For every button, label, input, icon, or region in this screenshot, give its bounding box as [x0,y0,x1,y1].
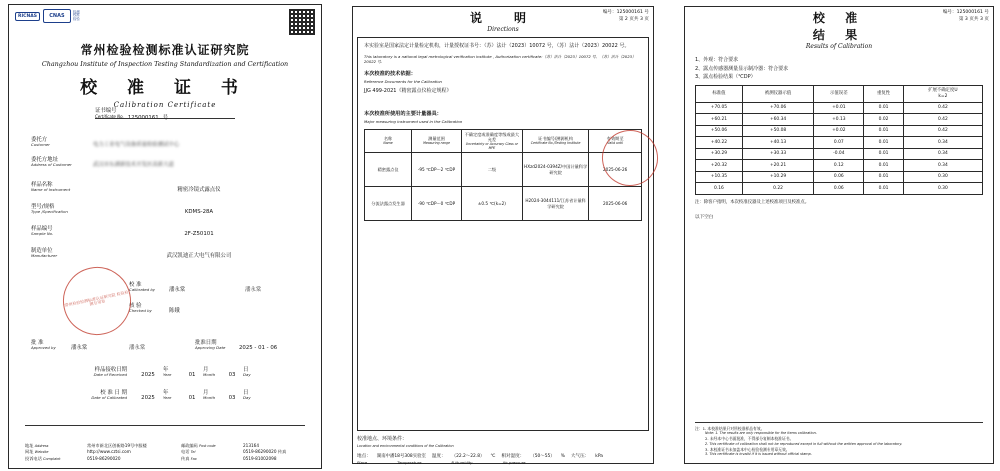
directions-paragraph-1: 本实验室是国家法定计量检定机构，计量授权证书号：（苏）法计（2023）10072 号，（苏）法计（2023）20022 号。 [364,43,630,49]
environment-heading: 校准地点、环境条件： [357,436,408,442]
page-current: 2 [624,17,628,23]
field-customer-address-value: 武汉市东湖新技术开发区高新大道 [93,161,174,168]
cell-certificate: HXzd2024-0394Z/中国计量科学研究院 [522,153,588,187]
footnote-en-3: 3. This certificate is invalid if it is issued without official stamp. [705,452,812,457]
cell-standard: 0.16 [696,183,743,195]
table-row [696,137,983,149]
cell-range: -95 ℃DP～2 ℃DP [412,153,462,187]
field-approved-by-value: 潘永棠 [71,344,88,351]
field-checked-by-value: 陈娥 [169,307,180,314]
footer-complaint-value: 0519-86290020 [87,455,121,461]
results-note: 注：除客户指明，本次校准仪器及上述校准项目及校准点。 [695,199,810,205]
results-sheet [684,6,994,464]
cell-standard: +30.29 [696,148,743,160]
field-calibrated-by: 校 准 Calibrated by 潘永棠 潘永棠 [129,282,305,293]
th-valid: 有效期至 Valid until [589,129,642,153]
field-type-spec-value: KDMS-28A [184,208,214,215]
certificate-number-value: 125000161 [127,114,159,121]
place-value: 湖南中潘18号308实验室 [376,453,426,459]
table-row [696,125,983,137]
received-day: 03 [228,371,236,378]
reference-doc-value: JJG 499-2021《精密露点仪检定规程》 [364,88,452,95]
cnas-mark: CNAS [43,9,71,23]
results-table [695,85,983,195]
cnas-logo [43,9,80,23]
cell-error: +0.13 [814,114,864,126]
environment-labels-en [357,460,649,466]
results-page: 第 3 页共 3 页 [958,17,989,23]
cell-repeat: 0.01 [864,137,903,149]
date-row-calibrated: 校 准 日 期 Date of Calibrated 2025 年 Year 01 月 Month 03 日 Day [91,390,251,401]
directions-title [449,9,557,33]
directions-page: 第 2 页共 3 页 [618,17,649,23]
cell-measured: +60.34 [742,114,813,126]
cell-standard: +10.35 [696,171,743,183]
footer-website-value[interactable]: http://www.cztsi.com [87,449,131,455]
cell-uncertainty: 二级 [461,153,522,187]
results-body [685,50,993,226]
th-uncertainty: 扩展不确定度U k=2 [903,85,982,102]
pressure-label: 大气压： [570,453,590,459]
official-seal [57,261,138,342]
temperature-value: （22.2～22.8） [451,453,485,459]
temperature-unit: ℃ [490,453,496,459]
directions-no: 编号：125000161 号 [602,10,649,15]
cell-measured: +50.08 [742,125,813,137]
cell-error: 0.06 [814,183,864,195]
received-year: 2025 [141,371,155,378]
certificate-number-label: 证书编号 Certificate No. [95,108,124,119]
temperature-label-en: Temperature [397,459,422,465]
th-measured-value: 被测仪器示值 [742,85,813,102]
footer-fax-value: 0519-81002098 [243,455,277,461]
field-sample-no-value: 2F-Z50101 [184,230,214,237]
field-customer-address: 委托方地址 Address of Customer 武汉市东湖新技术开发区高新大道 [31,157,305,168]
th-name: 名称 Name [365,129,412,153]
field-sample-no: 样品编号 Sample No. 2F-Z50101 [31,226,305,237]
approved-signature: 潘永棠 [129,344,146,351]
official-seal-text: 常州检验检测标准认证研究院 检验检测专用章 [63,288,129,308]
cell-valid: 2025-06-06 [589,187,642,221]
directions-title-en: Directions [487,26,519,33]
cell-uncert: 0.34 [903,137,982,149]
cell-error: 0.07 [814,137,864,149]
cell-name: 分流法露点发生器 [365,187,412,221]
table-row [696,183,983,195]
results-title [799,9,879,50]
reference-doc-heading-en: Reference Documents for the Calibration [364,78,442,84]
institute-name-cn: 常州检验检测标准认证研究院 [80,43,250,57]
field-manufacturer: 制造单位 Manufacturer 武汉凯迪正大电气有限公司 [31,248,305,259]
table-header-row [696,85,983,102]
field-approved-date-value: 2025 - 01 - 06 [239,344,278,351]
blank-below-marker: 以下空白 [695,215,714,221]
page-current: 3 [964,17,968,23]
certificate-number [95,109,168,121]
place-label: 地点： [357,453,371,459]
field-instrument-name: 样品名称 Name of Instrument 精密冷镜式露点仪 [31,182,305,193]
pressure-unit: kPa [595,453,603,459]
certificate-number-suffix: 号 [162,114,169,121]
th-certificate: 证书编号/溯源机构 Certificate No./Testing Institute [522,129,588,153]
cell-error: +0.01 [814,102,864,114]
cell-measured: +20.21 [742,160,813,172]
cell-uncert: 0.42 [903,114,982,126]
directions-body [357,37,649,431]
page-title-en: Calibration Certificate [113,101,217,109]
cell-uncert: 0.42 [903,102,982,114]
calibrated-signature: 潘永棠 [245,286,262,293]
cell-name: 精密露点仪 [365,153,412,187]
table-row [696,171,983,183]
certno-underline [95,118,235,119]
page-total: 3 [639,17,643,23]
place-label-en: Place [357,459,368,465]
cell-uncert: 0.34 [903,160,982,172]
field-checked-by: 核 验 Checked by 陈娥 [129,303,305,314]
humidity-value: （50～55） [530,453,555,459]
cell-measured: 0.22 [742,183,813,195]
cell-standard: +20.32 [696,160,743,172]
results-title-en: Results of Calibration [805,43,873,50]
cell-standard: +40.22 [696,137,743,149]
cell-measured: +10.29 [742,171,813,183]
footnote-cn-1: 注：1. 本校准结果只对所校准样品有效。 [695,425,765,431]
footer-divider [25,425,305,426]
footer-row-website: 网址 Website http://www.cztsi.com 电话 Tel 0519-86290020 传真 [25,449,305,455]
cell-measured: +30.33 [742,148,813,160]
cell-range: -90 ℃DP～0 ℃DP [412,187,462,221]
results-footnote [695,422,983,457]
results-no: 编号：125000161 号 [942,10,989,15]
footer-postcode-value: 213164 [243,443,259,449]
institute-logo: RICNAS [15,12,40,21]
humidity-label: 相对湿度： [501,453,525,459]
cell-uncert: 0.42 [903,125,982,137]
footnote-cn-2: 2. 未经本中心书面批准，不得部分复制本校准证书。 [705,436,794,442]
humidity-label-en: R.Humidity [451,459,473,465]
humidity-unit: % [560,453,565,459]
table-header-row [365,129,642,153]
calibration-certificate-sheet [8,4,322,469]
cell-repeat: 0.01 [864,148,903,160]
footer-contact [25,443,305,462]
field-approved-by: 批 准 Approved by 潘永棠 潘永棠 批准日期 Approving Date 2025 - 01 - 06 [31,340,305,351]
table-row [365,187,642,221]
cell-uncert: 0.34 [903,148,982,160]
page-title [9,73,321,109]
th-uncertainty: 不确定度或准确度等级或最大允差 Uncertainty or Accuracy Class or MPE [461,129,522,153]
cell-repeat: 0.01 [864,183,903,195]
institute-name-en: Changzhou Institute of Inspection Testing Standardization and Certification [41,60,289,68]
calibrated-day: 03 [228,394,236,401]
cell-standard: +50.06 [696,125,743,137]
results-title-cn: 校 准 结 果 [812,11,866,42]
cell-repeat: 0.01 [864,160,903,172]
date-row-received: 样品接收日期 Date of Received 2025 年 Year 01 月 Month 03 日 Day [93,367,251,378]
directions-header [353,7,653,33]
cell-uncert: 0.30 [903,171,982,183]
directions-paragraph-1-en: This laboratory is a national legal metrological verification institute , Authorization certificate:（苏）法计（2023）10072 号、（苏）法计（2023）20022 号. [364,53,636,65]
footer-address-value: 常州市新北区创新路19号中服楼 [87,443,147,449]
field-type-spec: 型号/规格 Type /Specification KDMS-28A [31,204,305,215]
environment-conditions [357,435,649,465]
calibrated-month: 01 [188,394,196,401]
th-standard-value: 标准值 [696,85,743,102]
table-row [696,160,983,172]
cell-repeat: 0.02 [864,114,903,126]
table-row [696,114,983,126]
instruments-heading: 本次校准所使用的主要计量器具： [364,111,442,117]
pressure-label-en: Air pressure [502,459,526,465]
cell-valid: 2025-06-26 [589,153,642,187]
cell-repeat: 0.01 [864,171,903,183]
cell-error: -0.04 [814,148,864,160]
field-calibrated-by-value: 潘永棠 [169,286,186,293]
calibrated-year: 2025 [141,394,155,401]
field-customer-value: 电力工业电气设备质量检验测试中心 [93,141,180,148]
results-meta [879,9,989,24]
cell-error: 0.12 [814,160,864,172]
field-customer: 委托方 Customer 电力工业电气设备质量检验测试中心 [31,137,305,148]
table-row [365,153,642,187]
table-row [696,148,983,160]
directions-sheet [352,6,654,464]
cell-certificate: H2024-3044111/江苏省计量科学研究院 [522,187,588,221]
directions-title-cn: 说 明 [469,11,536,25]
temperature-label: 温度： [431,453,446,459]
cnas-scope-text: 检测 校准 检验 [72,9,80,21]
cell-measured: +40.13 [742,137,813,149]
cell-measured: +70.06 [742,102,813,114]
th-error: 示值误差 [814,85,864,102]
institute-name [9,41,321,68]
field-manufacturer-value: 武汉凯迪正大电气有限公司 [166,252,232,259]
footnote-cn-3: 3. 本校准证书未加盖本中心检验检测专用章无效。 [705,446,790,452]
footnote-en-1: Note: 1. The results are only responsible for the items calibration. [705,431,817,436]
field-instrument-name-value: 精密冷镜式露点仪 [177,186,221,193]
logo-group [15,9,80,23]
cell-standard: +60.21 [696,114,743,126]
table-row [696,102,983,114]
page-total: 3 [979,17,983,23]
result-line-appearance: 1、外观：符合要求 [695,57,739,63]
environment-heading-en: Location and environmental conditions of the Calibration [357,444,454,448]
th-repeatability: 重复性 [864,85,903,102]
cell-repeat: 0.01 [864,102,903,114]
footnote-en-2: 2. This certificate of calibration shall not be reproduced except in full without the written approval of the laboratory. [705,441,903,446]
footer-tel-value: 0519-86290020 传真 [243,449,287,455]
instruments-heading-en: Major measuring instrument used in the Calibration [364,119,463,124]
footer-row-address: 地址 Address 常州市新北区创新路19号中服楼 邮政编码 Post code 213164 [25,443,305,449]
th-range: 测量范围 Measuring range [412,129,462,153]
page-title-cn: 校 准 证 书 [80,78,250,98]
results-header [685,7,993,50]
instruments-table [364,129,642,222]
reference-doc-heading: 本次校准的技术依据： [364,70,416,77]
cell-standard: +70.05 [696,102,743,114]
qr-code [289,9,315,35]
received-month: 01 [188,371,196,378]
result-line-sensor: 2、露点传感器测量显示制冷器：符合要求 [695,65,789,72]
footer-row-complaint: 投诉电话 Complaint 0519-86290020 传真 Fax 0519-81002098 [25,456,305,462]
cell-repeat: 0.01 [864,125,903,137]
cell-uncert: 0.30 [903,183,982,195]
cell-error: 0.06 [814,171,864,183]
cell-uncertainty: ±0.5 ℃(k=2) [461,187,522,221]
directions-meta [557,9,649,24]
result-line-dewpoint: 3、露点检验结果（℃DP） [695,74,756,80]
cell-error: +0.02 [814,125,864,137]
